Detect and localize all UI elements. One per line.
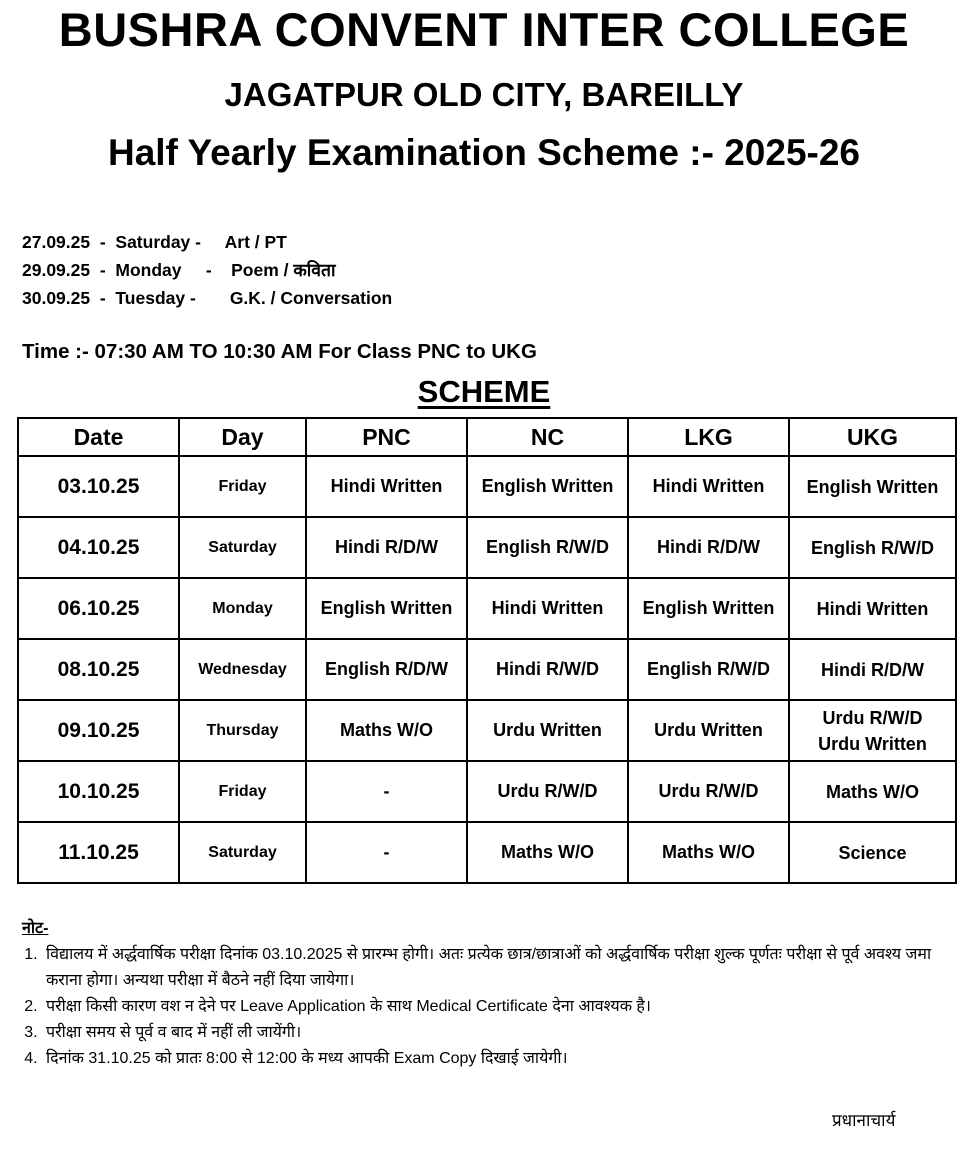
date-cell: 06.10.25 xyxy=(18,578,179,639)
ukg-cell xyxy=(789,639,956,700)
day-cell: Thursday xyxy=(179,700,306,761)
pre-exam-list xyxy=(22,228,392,312)
column-header-ukg: UKG xyxy=(789,418,956,456)
pnc-cell: Maths W/O xyxy=(306,700,467,761)
date-cell: 03.10.25 xyxy=(18,456,179,517)
nc-cell: Maths W/O xyxy=(467,822,628,883)
scheme-heading-text: SCHEME xyxy=(417,374,551,409)
ukg-subject: Hindi Written xyxy=(816,598,929,619)
school-address: JAGATPUR OLD CITY, BAREILLY xyxy=(224,76,744,113)
pre-exam-item: 27.09.25 - Saturday - Art / PT xyxy=(22,232,287,252)
table-row xyxy=(18,517,956,578)
ukg-subject: Urdu Written xyxy=(818,733,927,754)
note-item: 1. विद्यालय में अर्द्धवार्षिक परीक्षा दिनांक 03.10.2025 से प्रारम्भ होगी। अतः प्रत्येक छात्र/छात्राओं को अर्द्धवार्षिक परीक्षा शुल्क पूर्णतः परीक्षा से पूर्व अवश्य जमा कराना होगा। अन्यथा परीक्षा में बैठने नहीं दिया जायेगा। xyxy=(42,942,952,994)
table-row xyxy=(18,639,956,700)
table-header-row xyxy=(18,418,956,456)
table-row xyxy=(18,456,956,517)
ukg-cell xyxy=(789,761,956,822)
column-header-day: Day xyxy=(179,418,306,456)
notes-title: नोट- xyxy=(22,920,49,937)
ukg-subject: English Written xyxy=(806,476,939,497)
pnc-cell: Hindi R/D/W xyxy=(306,517,467,578)
notes-section xyxy=(22,916,952,1072)
lkg-cell: Urdu Written xyxy=(628,700,789,761)
ukg-cell xyxy=(789,700,956,761)
ukg-cell xyxy=(789,578,956,639)
date-cell: 10.10.25 xyxy=(18,761,179,822)
nc-cell: Hindi Written xyxy=(467,578,628,639)
principal-signature: प्रधानाचार्य xyxy=(832,1111,896,1130)
table-row xyxy=(18,700,956,761)
date-cell: 08.10.25 xyxy=(18,639,179,700)
lkg-cell: English R/W/D xyxy=(628,639,789,700)
nc-cell: Hindi R/W/D xyxy=(467,639,628,700)
column-header-date: Date xyxy=(18,418,179,456)
lkg-cell: Hindi R/D/W xyxy=(628,517,789,578)
ukg-cell xyxy=(789,517,956,578)
exam-title: Half Yearly Examination Scheme :- 2025-26 xyxy=(107,132,860,173)
ukg-subject: Hindi R/D/W xyxy=(821,659,924,680)
pnc-cell: - xyxy=(306,761,467,822)
note-item: 4. दिनांक 31.10.25 को प्रातः 8:00 से 12:00 के मध्य आपकी Exam Copy दिखाई जायेगी। xyxy=(42,1046,952,1072)
exam-schedule-table xyxy=(17,417,957,884)
ukg-cell xyxy=(789,456,956,517)
ukg-subject: Urdu R/W/D xyxy=(822,707,923,728)
ukg-subject: Science xyxy=(838,842,907,863)
pnc-cell: English Written xyxy=(306,578,467,639)
day-cell: Saturday xyxy=(179,822,306,883)
lkg-cell: Hindi Written xyxy=(628,456,789,517)
table-row xyxy=(18,761,956,822)
nc-cell: Urdu Written xyxy=(467,700,628,761)
day-cell: Friday xyxy=(179,761,306,822)
lkg-cell: Maths W/O xyxy=(628,822,789,883)
ukg-subject: Maths W/O xyxy=(826,781,919,802)
day-cell: Monday xyxy=(179,578,306,639)
pre-exam-item: 30.09.25 - Tuesday - G.K. / Conversation xyxy=(22,288,393,308)
nc-cell: Urdu R/W/D xyxy=(467,761,628,822)
ukg-subject: English R/W/D xyxy=(811,537,934,558)
day-cell: Saturday xyxy=(179,517,306,578)
date-cell: 11.10.25 xyxy=(18,822,179,883)
pnc-cell: English R/D/W xyxy=(306,639,467,700)
exam-time-note: Time :- 07:30 AM TO 10:30 AM For Class PNC to UKG xyxy=(22,340,537,363)
lkg-cell: Urdu R/W/D xyxy=(628,761,789,822)
table-row xyxy=(18,578,956,639)
day-cell: Friday xyxy=(179,456,306,517)
pnc-cell: - xyxy=(306,822,467,883)
note-item: 3. परीक्षा समय से पूर्व व बाद में नहीं ली जायेंगी। xyxy=(42,1020,952,1046)
notes-list xyxy=(22,942,952,1072)
day-cell: Wednesday xyxy=(179,639,306,700)
table-row xyxy=(18,822,956,883)
pre-exam-item: 29.09.25 - Monday - Poem / कविता xyxy=(22,260,336,280)
ukg-cell xyxy=(789,822,956,883)
nc-cell: English Written xyxy=(467,456,628,517)
column-header-nc: NC xyxy=(467,418,628,456)
date-cell: 09.10.25 xyxy=(18,700,179,761)
school-name: BUSHRA CONVENT INTER COLLEGE xyxy=(58,3,910,56)
column-header-lkg: LKG xyxy=(628,418,789,456)
lkg-cell: English Written xyxy=(628,578,789,639)
note-item: 2. परीक्षा किसी कारण वश न देने पर Leave Application के साथ Medical Certificate देना आवश्यक है। xyxy=(42,994,952,1020)
date-cell: 04.10.25 xyxy=(18,517,179,578)
column-header-pnc: PNC xyxy=(306,418,467,456)
nc-cell: English R/W/D xyxy=(467,517,628,578)
pnc-cell: Hindi Written xyxy=(306,456,467,517)
scheme-heading xyxy=(0,374,968,410)
